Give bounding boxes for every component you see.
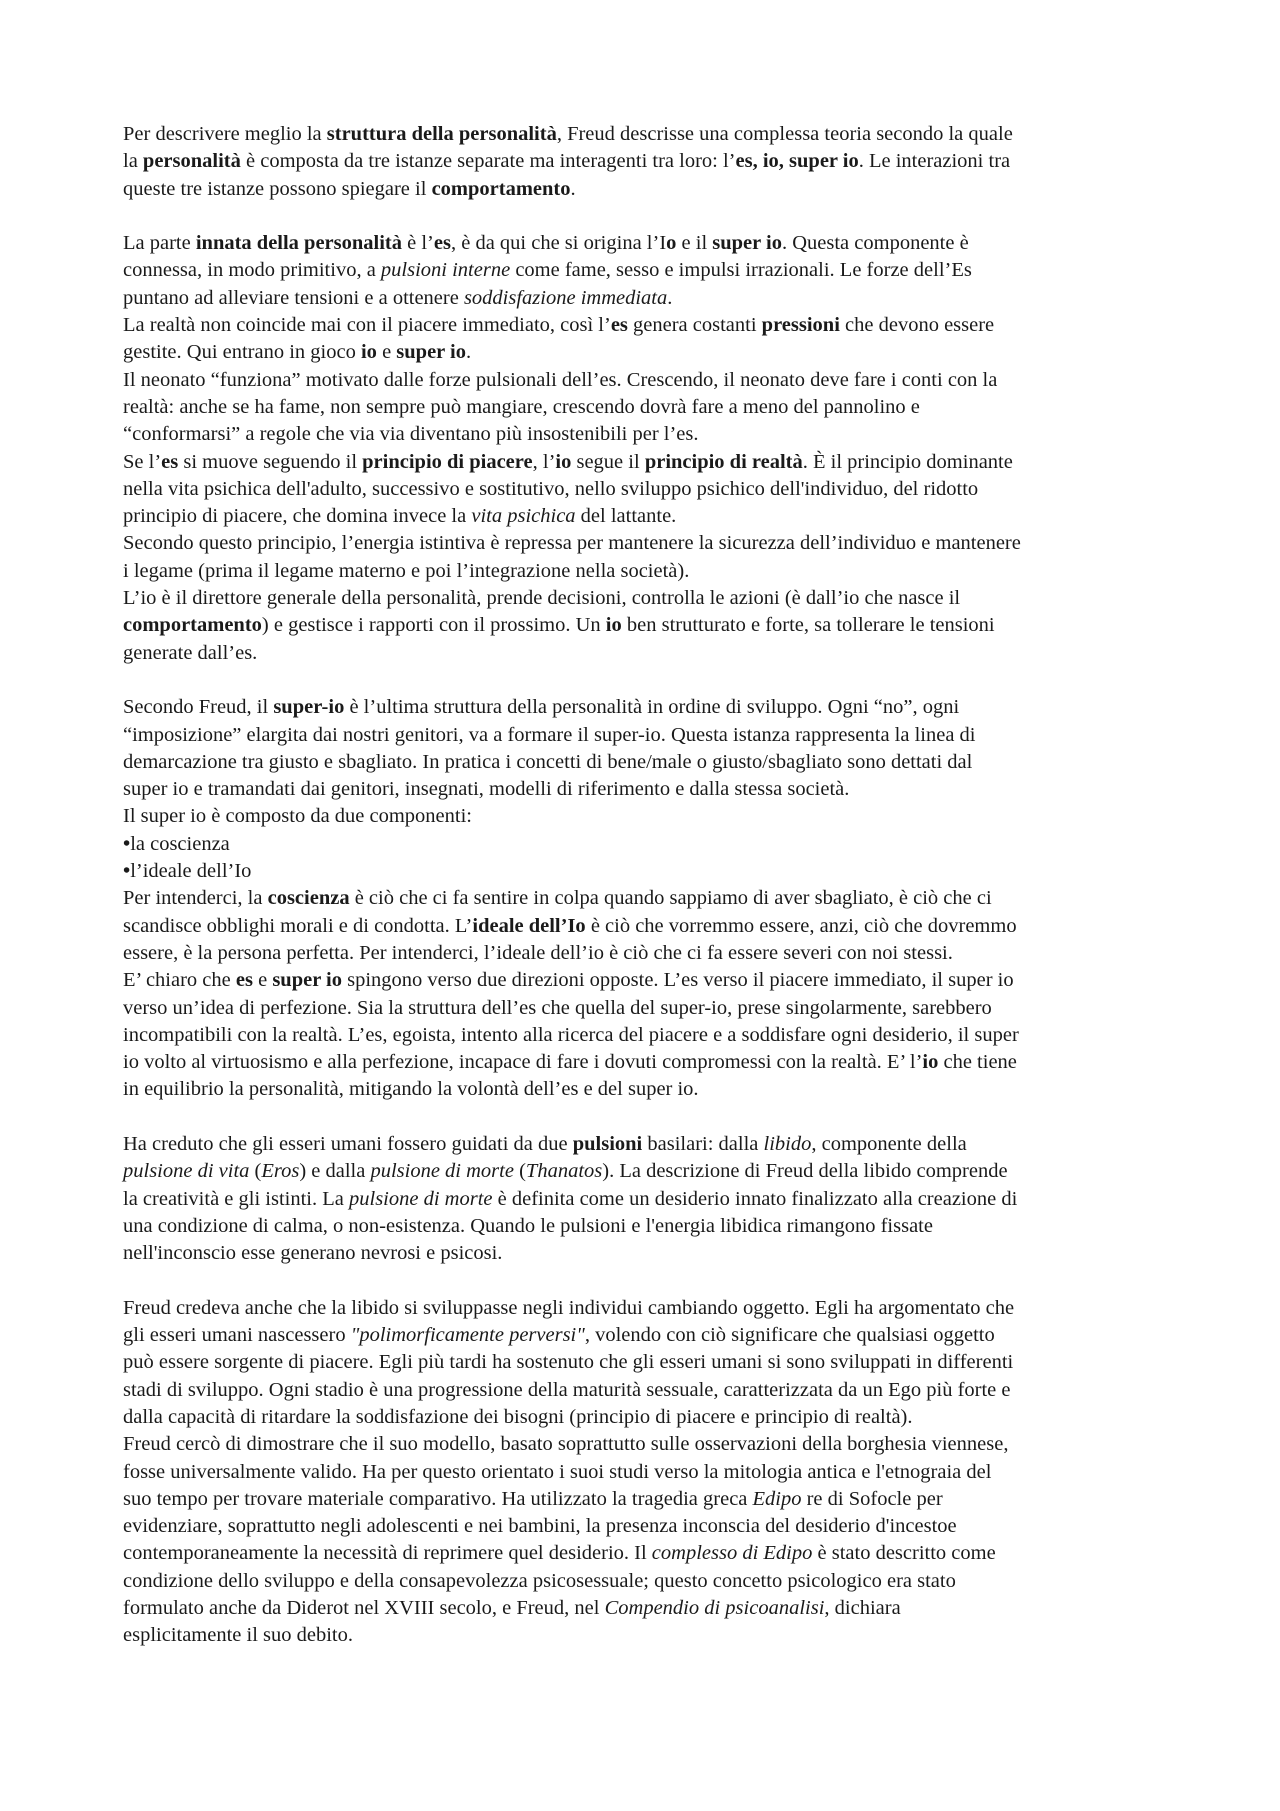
text-run: io volto al virtuosismo e alla perfezione, incapace di fare i dovuti compromessi con la realtà. E’ l’	[123, 1051, 923, 1074]
text-run: segue il	[571, 450, 645, 473]
text-run: del lattante.	[575, 505, 677, 528]
bold-text: super io	[712, 232, 782, 255]
text-run: . È il principio dominante	[802, 450, 1013, 473]
bold-text: principio di piacere	[362, 450, 533, 473]
text-run: nell'inconscio esse generano nevrosi e psicosi.	[123, 1242, 503, 1265]
text-line	[123, 885, 1168, 912]
text-line	[123, 1513, 1168, 1540]
text-run: Per descrivere meglio la	[123, 123, 327, 145]
text-line	[123, 176, 1168, 203]
text-run: che tiene	[938, 1051, 1017, 1074]
italic-text: soddisfazione immediata	[463, 286, 668, 309]
text-line	[123, 940, 1168, 967]
text-run: come fame, sesso e impulsi irrazionali. Le forze dell’Es	[510, 259, 972, 282]
text-line	[123, 749, 1168, 776]
text-run: demarcazione tra giusto e sbagliato. In pratica i concetti di bene/male o giusto/sbagliato sono dettati dal	[123, 750, 973, 773]
text-run: Freud cercò di dimostrare che il suo modello, basato soprattutto sulle osservazioni della borghesia viennese,	[123, 1433, 1009, 1456]
text-run: re di Sofocle per	[801, 1487, 943, 1510]
text-run: nella vita psichica dell'adulto, successivo e sostitutivo, nello sviluppo psichico dell'individuo, del ridotto	[123, 477, 979, 500]
text-run: l’ideale dell’Io	[130, 860, 252, 883]
text-line	[123, 967, 1168, 994]
text-line	[123, 1049, 1168, 1076]
bold-text: personalità	[142, 150, 241, 173]
text-line	[123, 1322, 1168, 1349]
text-run: gli esseri umani nascessero	[123, 1324, 351, 1347]
text-line	[123, 421, 1168, 448]
text-run: fosse universalmente valido. Ha per questo orientato i suoi studi verso la mitologia antica e l'etnograia del	[123, 1460, 992, 1483]
text-run: .	[667, 286, 673, 309]
text-line	[123, 640, 1168, 667]
bold-text: coscienza	[267, 887, 350, 910]
text-line	[123, 995, 1168, 1022]
bold-text: io	[605, 614, 622, 637]
text-line	[123, 1540, 1168, 1567]
text-run: la	[123, 150, 143, 173]
text-line	[123, 285, 1168, 312]
text-run: Freud credeva anche che la libido si sviluppasse negli individui cambiando oggetto. Egli ha argomentato che	[123, 1296, 1015, 1319]
italic-text: pulsione di vita	[123, 1160, 250, 1183]
text-run: ) e gestisce i rapporti con il prossimo. Un	[261, 614, 606, 637]
text-run: gestite. Qui entrano in gioco	[123, 341, 361, 364]
italic-text: vita psichica	[471, 505, 576, 528]
text-run: “conformarsi” a regole che via via diventano più insostenibili per l’es.	[123, 423, 699, 446]
text-line	[123, 722, 1168, 749]
text-line	[123, 339, 1168, 366]
bold-text: super io	[396, 341, 466, 364]
text-run: La parte	[123, 232, 196, 255]
text-run: dalla capacità di ritardare la soddisfazione dei bisogni (principio di piacere e principio di realtà).	[123, 1405, 913, 1428]
bold-text: es	[235, 969, 253, 992]
bold-text: o	[666, 232, 677, 255]
bold-text: super-io	[273, 696, 345, 719]
text-run: Il super io è composto da due componenti:	[123, 805, 472, 828]
text-run: Per intenderci, la	[123, 887, 268, 910]
text-line	[123, 1186, 1168, 1213]
text-line	[123, 1213, 1168, 1240]
text-line	[123, 1131, 1168, 1158]
italic-text: Edipo	[752, 1487, 802, 1510]
text-run: . Questa componente è	[781, 232, 969, 255]
text-run: stadi di sviluppo. Ogni stadio è una progressione della maturità sessuale, caratterizzata da un Ego più forte e	[123, 1378, 1011, 1401]
text-line	[123, 1076, 1168, 1103]
text-run: e il	[676, 232, 713, 255]
text-run: è definita come un desiderio innato finalizzato alla creazione di	[492, 1187, 1018, 1210]
text-run: la creatività e gli istinti. La	[123, 1187, 349, 1210]
text-run: basilari: dalla	[642, 1132, 764, 1155]
bold-text: es, io, super io	[735, 150, 859, 173]
italic-text: Thanatos	[525, 1160, 603, 1183]
text-run: evidenziare, soprattutto negli adolescenti e nei bambini, la presenza inconscia del desiderio d'incestoe	[123, 1515, 957, 1538]
text-run: generate dall’es.	[123, 641, 258, 664]
text-line	[123, 1595, 1168, 1622]
text-run: è l’	[402, 232, 434, 255]
text-run: la coscienza	[130, 832, 230, 855]
text-run: E’ chiaro che	[123, 969, 236, 992]
text-line	[123, 1568, 1168, 1595]
text-line	[123, 1240, 1168, 1267]
text-run: (	[249, 1160, 262, 1183]
bold-text: super io	[272, 969, 342, 992]
text-run: ben strutturato e forte, sa tollerare le tensioni	[621, 614, 995, 637]
text-run: .	[465, 341, 472, 364]
bold-text: io	[555, 450, 572, 473]
text-line	[123, 776, 1168, 803]
text-line	[123, 612, 1168, 639]
text-run: , Freud descrisse una complessa teoria secondo la quale	[556, 123, 1013, 145]
italic-text: "polimorficamente perversi"	[350, 1324, 585, 1347]
text-run: genera costanti	[627, 314, 762, 337]
text-run: ). La descrizione di Freud della libido comprende	[602, 1160, 1008, 1183]
text-run: ) e dalla	[299, 1160, 371, 1183]
text-run: una condizione di calma, o non-esistenza. Quando le pulsioni e l'energia libidica rimangono fissate	[123, 1214, 933, 1237]
text-run: connessa, in modo primitivo, a	[123, 259, 381, 282]
bold-text: io	[360, 341, 377, 364]
text-run: puntano ad alleviare tensioni e a ottenere	[123, 286, 464, 309]
document-page	[123, 121, 1168, 1650]
text-run: realtà: anche se ha fame, non sempre può mangiare, crescendo dovrà fare a meno del pannolino e	[123, 395, 920, 418]
text-run: , l’	[532, 450, 556, 473]
text-line	[123, 1158, 1168, 1185]
text-line	[123, 1377, 1168, 1404]
text-run: e	[252, 969, 273, 992]
text-line	[123, 121, 1168, 148]
text-run: è stato descritto come	[812, 1542, 996, 1565]
text-run: “imposizione” elargita dai nostri genitori, va a formare il super-io. Questa istanza rappresenta la linea di	[123, 723, 976, 746]
text-line	[123, 1622, 1168, 1649]
italic-text: pulsione di morte	[370, 1160, 514, 1183]
italic-text: pulsione di morte	[349, 1187, 493, 1210]
text-line	[123, 1349, 1168, 1376]
text-run: , dichiara	[824, 1597, 901, 1620]
text-run: è ciò che vorremmo essere, anzi, ciò che dovremmo	[585, 914, 1017, 937]
text-run: super io e tramandati dai genitori, insegnati, modelli di riferimento e dalla stessa società.	[123, 778, 850, 801]
bold-text: io	[922, 1051, 939, 1074]
text-line	[123, 858, 1168, 885]
text-line	[123, 558, 1168, 585]
bold-text: comportamento	[123, 614, 262, 637]
text-run: L’io è il direttore generale della personalità, prende decisioni, controlla le azioni (è dall’io che nasce il	[123, 587, 961, 610]
bold-text: es	[433, 232, 451, 255]
bold-text: pulsioni	[572, 1132, 643, 1155]
text-run: . Le interazioni tra	[858, 150, 1011, 173]
paragraph-gap	[123, 1104, 1168, 1131]
paragraph-gap	[123, 203, 1168, 230]
text-line	[123, 503, 1168, 530]
text-line	[123, 831, 1168, 858]
text-run: formulato anche da Diderot nel XVIII secolo, e Freud, nel	[123, 1597, 605, 1620]
bold-text: ideale dell’Io	[472, 914, 586, 937]
text-line	[123, 476, 1168, 503]
text-line	[123, 1404, 1168, 1431]
text-line	[123, 1459, 1168, 1486]
text-line	[123, 803, 1168, 830]
bold-text: es	[610, 314, 628, 337]
text-run: .	[570, 177, 576, 200]
bold-text: principio di realtà	[644, 450, 803, 473]
text-run: si muove seguendo il	[178, 450, 363, 473]
text-line	[123, 449, 1168, 476]
text-line	[123, 530, 1168, 557]
text-run: è l’ultima struttura della personalità in ordine di sviluppo. Ogni “no”, ogni	[344, 696, 960, 719]
text-line	[123, 367, 1168, 394]
italic-text: Compendio di psicoanalisi	[604, 1597, 825, 1620]
text-run: condizione dello sviluppo e della consapevolezza psicosessuale; questo concetto psicologico era stato	[123, 1569, 956, 1592]
text-run: , componente della	[811, 1132, 967, 1155]
text-line	[123, 585, 1168, 612]
bold-text: innata della personalità	[195, 232, 403, 255]
text-run: esplicitamente il suo debito.	[123, 1624, 354, 1647]
paragraph-gap	[123, 1267, 1168, 1294]
text-run: queste tre istanze possono spiegare il	[123, 177, 432, 200]
italic-text: complesso di Edipo	[651, 1542, 813, 1565]
text-line	[123, 312, 1168, 339]
text-run: Secondo Freud, il	[123, 696, 274, 719]
italic-text: pulsioni interne	[380, 259, 511, 282]
bold-text: es	[161, 450, 179, 473]
text-run: è ciò che ci fa sentire in colpa quando sappiamo di aver sbagliato, è ciò che ci	[349, 887, 992, 910]
text-line	[123, 1295, 1168, 1322]
text-run: , è da qui che si origina l’I	[450, 232, 667, 255]
bold-text: •	[123, 860, 131, 883]
bold-text: struttura della personalità	[326, 123, 557, 145]
text-run: i legame (prima il legame materno e poi l’integrazione nella società).	[123, 559, 690, 582]
text-line	[123, 1486, 1168, 1513]
text-run: , volendo con ciò significare che qualsiasi oggetto	[584, 1324, 995, 1347]
text-run: e	[376, 341, 397, 364]
text-line	[123, 913, 1168, 940]
italic-text: Eros	[261, 1160, 300, 1183]
text-run: che devono essere	[839, 314, 995, 337]
text-run: incompatibili con la realtà. L’es, egoista, intento alla ricerca del piacere e a soddisfare ogni desiderio, il super	[123, 1023, 1019, 1046]
bold-text: comportamento	[431, 177, 571, 200]
text-run: contemporaneamente la necessità di reprimere quel desiderio. Il	[123, 1542, 652, 1565]
text-run: è composta da tre istanze separate ma interagenti tra loro: l’	[240, 150, 736, 173]
text-line	[123, 230, 1168, 257]
text-run: La realtà non coincide mai con il piacere immediato, così l’	[123, 314, 611, 337]
text-run: in equilibrio la personalità, mitigando la volontà dell’es e del super io.	[123, 1078, 699, 1101]
text-line	[123, 148, 1168, 175]
text-run: essere, è la persona perfetta. Per intenderci, l’ideale dell’io è ciò che ci fa essere severi con noi stessi.	[123, 941, 953, 964]
text-line	[123, 394, 1168, 421]
text-line	[123, 1022, 1168, 1049]
text-run: spingono verso due direzioni opposte. L’es verso il piacere immediato, il super io	[342, 969, 1014, 992]
text-run: Il neonato “funziona” motivato dalle forze pulsionali dell’es. Crescendo, il neonato deve fare i conti con la	[123, 368, 998, 391]
text-run: Se l’	[123, 450, 162, 473]
text-run: Secondo questo principio, l’energia istintiva è repressa per mantenere la sicurezza dell’individuo e mantenere	[123, 532, 1021, 555]
bold-text: •	[123, 832, 131, 855]
text-run: (	[513, 1160, 526, 1183]
text-run: scandisce obblighi morali e di condotta. L’	[123, 914, 473, 937]
text-line	[123, 694, 1168, 721]
italic-text: libido	[763, 1132, 812, 1155]
text-run: suo tempo per trovare materiale comparativo. Ha utilizzato la tragedia greca	[123, 1487, 753, 1510]
text-run: principio di piacere, che domina invece la	[123, 505, 472, 528]
text-run: Ha creduto che gli esseri umani fossero guidati da due	[123, 1132, 573, 1155]
text-run: verso un’idea di perfezione. Sia la struttura dell’es che quella del super-io, prese singolarmente, sarebbero	[123, 996, 992, 1019]
text-line	[123, 1431, 1168, 1458]
text-line	[123, 257, 1168, 284]
text-run: può essere sorgente di piacere. Egli più tardi ha sostenuto che gli esseri umani si sono sviluppati in differenti	[123, 1351, 1014, 1374]
bold-text: pressioni	[761, 314, 840, 337]
paragraph-gap	[123, 667, 1168, 694]
